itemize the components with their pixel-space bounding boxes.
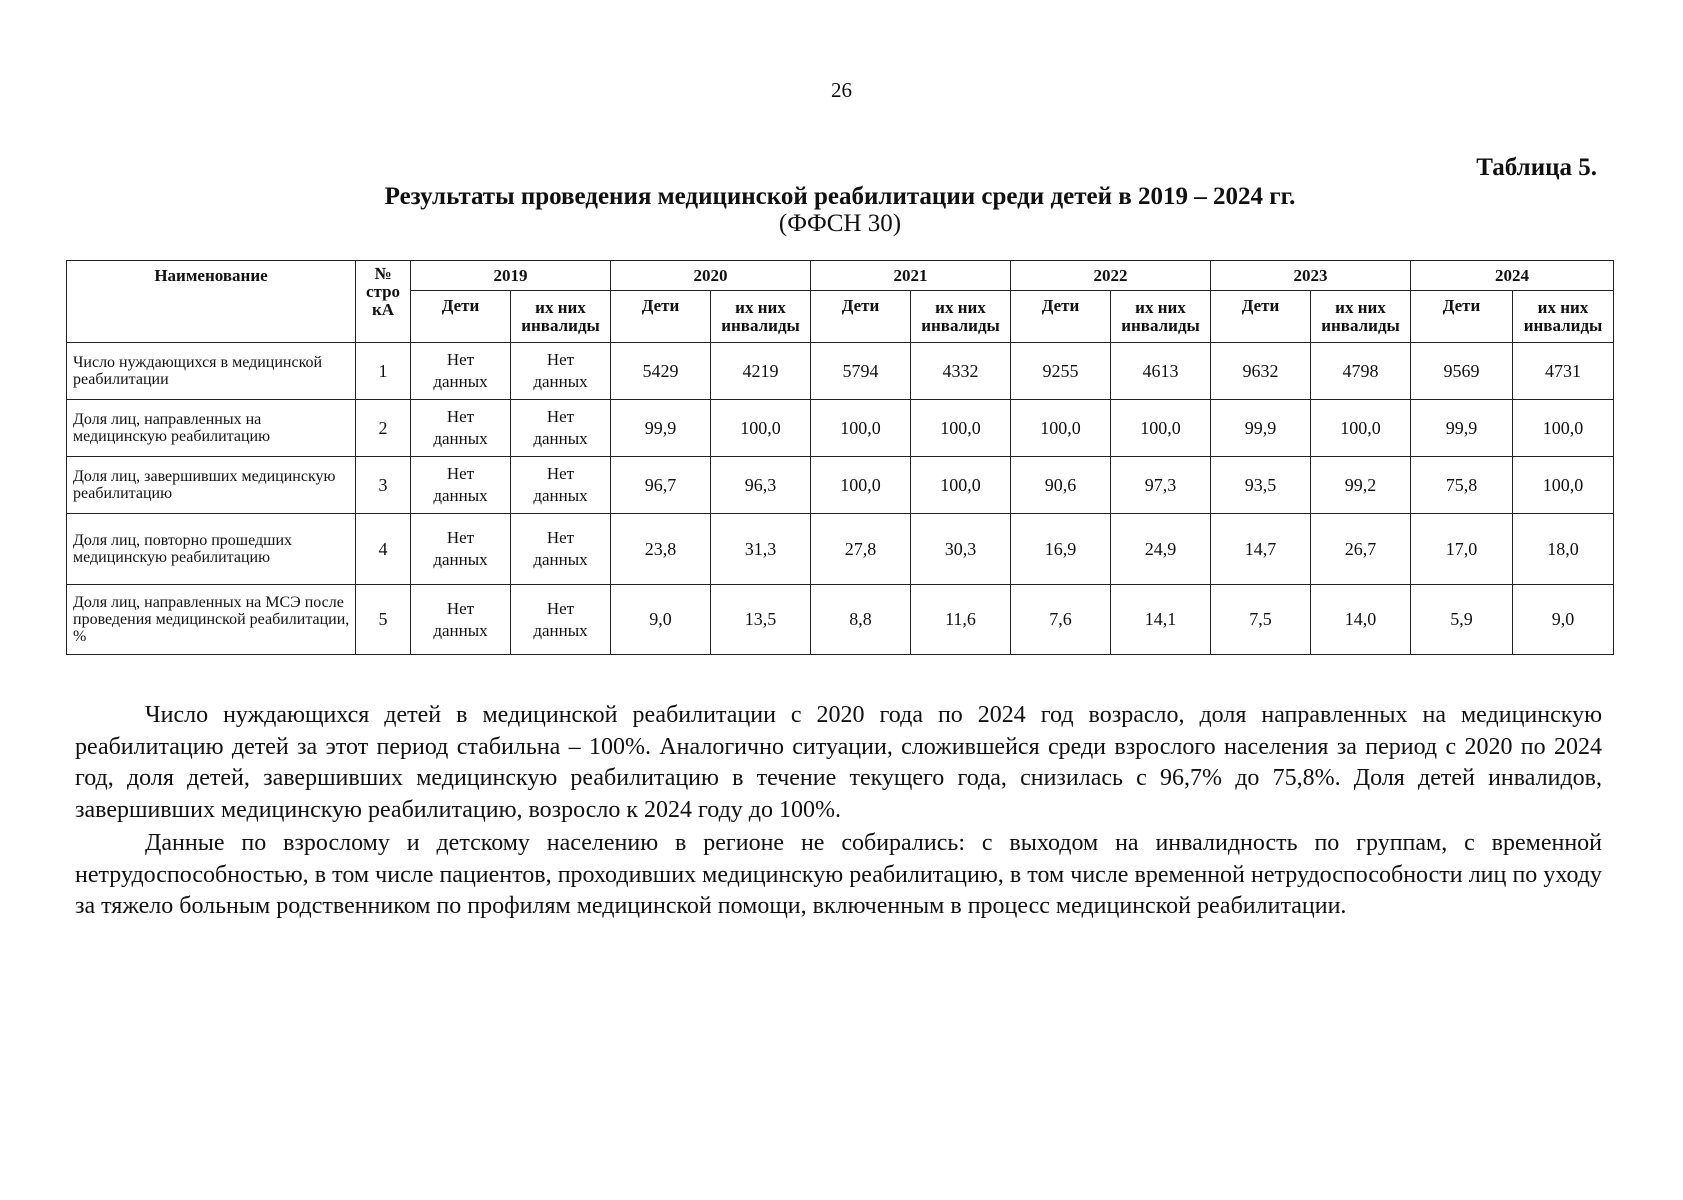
value-cell: 99,2 <box>1311 457 1411 514</box>
value-cell: 9255 <box>1011 343 1111 400</box>
no-data-line-2: данных <box>433 550 488 569</box>
value-cell: 100,0 <box>711 400 811 457</box>
value-cell: 4219 <box>711 343 811 400</box>
value-cell: 97,3 <box>1111 457 1211 514</box>
row-number: 2 <box>356 400 411 457</box>
value-cell: 96,3 <box>711 457 811 514</box>
no-data-cell <box>411 585 511 655</box>
header-disabled <box>1111 291 1211 343</box>
no-data-line-2: данных <box>533 486 588 505</box>
no-data-line-2: данных <box>533 620 588 640</box>
header-row-number <box>356 261 411 343</box>
row-number: 3 <box>356 457 411 514</box>
table-title <box>160 183 1520 237</box>
value-cell: 9569 <box>1411 343 1513 400</box>
header-children: Дети <box>1411 291 1513 343</box>
row-name: Число нуждающихся в медицинской реабилитации <box>67 343 356 400</box>
value-cell: 4798 <box>1311 343 1411 400</box>
no-data-line-1: Нет <box>546 350 575 369</box>
header-disabled <box>911 291 1011 343</box>
value-cell: 9632 <box>1211 343 1311 400</box>
header-children: Дети <box>811 291 911 343</box>
no-data-cell <box>511 457 611 514</box>
value-cell: 100,0 <box>1111 400 1211 457</box>
no-data-line-2: данных <box>433 620 488 640</box>
value-cell: 4332 <box>911 343 1011 400</box>
no-data-line-1: Нет <box>546 464 575 483</box>
value-cell: 11,6 <box>911 585 1011 655</box>
table-body <box>67 343 1614 655</box>
no-data-line-1: Нет <box>446 528 475 547</box>
no-data-line-1: Нет <box>446 350 475 369</box>
value-cell: 9,0 <box>611 585 711 655</box>
value-cell: 5794 <box>811 343 911 400</box>
row-number: 5 <box>356 585 411 655</box>
header-children: Дети <box>1211 291 1311 343</box>
value-cell: 17,0 <box>1411 514 1513 585</box>
no-data-cell <box>411 400 511 457</box>
row-number: 1 <box>356 343 411 400</box>
no-data-cell <box>511 514 611 585</box>
value-cell: 99,9 <box>611 400 711 457</box>
no-data-cell <box>511 585 611 655</box>
value-cell: 23,8 <box>611 514 711 585</box>
no-data-line-2: данных <box>433 372 488 391</box>
row-name: Доля лиц, повторно прошедших медицинскую реабилитацию <box>67 514 356 585</box>
table-title-line-1: Результаты проведения медицинской реабилитации среди детей в 2019 – 2024 гг. <box>384 183 1296 210</box>
value-cell: 100,0 <box>1011 400 1111 457</box>
table-row <box>67 457 1614 514</box>
value-cell: 16,9 <box>1011 514 1111 585</box>
row-number: 4 <box>356 514 411 585</box>
header-disabled <box>1311 291 1411 343</box>
value-cell: 93,5 <box>1211 457 1311 514</box>
header-year: 2019 <box>411 261 611 291</box>
value-cell: 14,0 <box>1311 585 1411 655</box>
row-name: Доля лиц, направленных на МСЭ после проведения медицинской реабилитации, % <box>67 585 356 655</box>
header-disabled-line-1: их них <box>535 297 586 317</box>
no-data-cell <box>411 343 511 400</box>
value-cell: 90,6 <box>1011 457 1111 514</box>
row-name: Доля лиц, завершивших медицинскую реабилитацию <box>67 457 356 514</box>
table-row <box>67 514 1614 585</box>
value-cell: 7,5 <box>1211 585 1311 655</box>
table-row <box>67 343 1614 400</box>
value-cell: 100,0 <box>911 400 1011 457</box>
row-name: Доля лиц, направленных на медицинскую реабилитацию <box>67 400 356 457</box>
value-cell: 100,0 <box>811 457 911 514</box>
value-cell: 99,9 <box>1411 400 1513 457</box>
no-data-line-2: данных <box>433 486 488 505</box>
header-year: 2024 <box>1411 261 1614 291</box>
header-disabled-line-1: их них <box>735 297 786 317</box>
header-disabled-line-1: их них <box>1135 297 1186 317</box>
header-disabled-line-2: инвалиды <box>721 315 800 335</box>
no-data-line-2: данных <box>533 550 588 569</box>
page-number: 26 <box>831 78 852 102</box>
table-label: Таблица 5. <box>1476 154 1597 181</box>
value-cell: 26,7 <box>1311 514 1411 585</box>
no-data-cell <box>511 400 611 457</box>
value-cell: 14,7 <box>1211 514 1311 585</box>
no-data-cell <box>411 514 511 585</box>
header-row-number-line-1: № <box>374 264 392 283</box>
header-children: Дети <box>411 291 511 343</box>
paragraph-1: Число нуждающихся детей в медицинской реабилитации с 2020 года по 2024 год возрасло, доля направленных на медицинскую реабилитацию детей за этот период стабильна – 100%. Аналогично ситуации, сложившейся среди взрослого населения за период с 2020 по 2024 год, доля детей, завершивших медицинскую реабилитацию в течение текущего года, снизилась с 96,7% до 75,8%. Доля детей инвалидов, завершивших медицинскую реабилитацию, возросло к 2024 году до 100%. <box>75 702 1602 823</box>
table-title-line-2: (ФФСН 30) <box>778 210 902 237</box>
header-disabled-line-1: их них <box>1537 297 1589 317</box>
value-cell: 100,0 <box>811 400 911 457</box>
value-cell: 5,9 <box>1411 585 1513 655</box>
value-cell: 9,0 <box>1513 585 1614 655</box>
header-year: 2020 <box>611 261 811 291</box>
value-cell: 24,9 <box>1111 514 1211 585</box>
header-row-years <box>67 261 1614 291</box>
header-disabled-line-2: инвалиды <box>1121 315 1200 335</box>
value-cell: 7,6 <box>1011 585 1111 655</box>
header-disabled-line-2: инвалиды <box>921 315 1000 335</box>
header-row-number-line-3: кА <box>371 300 395 319</box>
value-cell: 27,8 <box>811 514 911 585</box>
header-children: Дети <box>611 291 711 343</box>
value-cell: 4613 <box>1111 343 1211 400</box>
no-data-line-2: данных <box>533 429 588 448</box>
body-text <box>75 700 1602 925</box>
header-row-number-line-2: стро <box>365 282 401 301</box>
value-cell: 8,8 <box>811 585 911 655</box>
header-disabled-line-1: их них <box>935 297 986 317</box>
no-data-line-2: данных <box>533 372 588 391</box>
value-cell: 13,5 <box>711 585 811 655</box>
value-cell: 100,0 <box>911 457 1011 514</box>
value-cell: 99,9 <box>1211 400 1311 457</box>
value-cell: 100,0 <box>1513 457 1614 514</box>
no-data-line-1: Нет <box>546 528 575 547</box>
header-disabled-line-1: их них <box>1335 297 1386 317</box>
value-cell: 30,3 <box>911 514 1011 585</box>
value-cell: 96,7 <box>611 457 711 514</box>
no-data-line-1: Нет <box>546 598 575 618</box>
value-cell: 4731 <box>1513 343 1614 400</box>
header-year: 2023 <box>1211 261 1411 291</box>
value-cell: 31,3 <box>711 514 811 585</box>
table-row <box>67 400 1614 457</box>
no-data-line-1: Нет <box>446 598 475 618</box>
rehabilitation-results-table <box>66 260 1614 655</box>
header-children: Дети <box>1011 291 1111 343</box>
no-data-line-1: Нет <box>446 464 475 483</box>
no-data-cell <box>511 343 611 400</box>
header-name: Наименование <box>67 261 356 343</box>
value-cell: 100,0 <box>1513 400 1614 457</box>
header-year: 2021 <box>811 261 1011 291</box>
value-cell: 14,1 <box>1111 585 1211 655</box>
header-disabled-line-2: инвалиды <box>521 315 600 335</box>
paragraph-2: Данные по взрослому и детскому населению в регионе не собирались: с выходом на инвалидность по группам, с временной нетрудоспособностью, в том числе пациентов, проходивших медицинскую реабилитацию, в том числе временной нетрудоспособности лиц по уходу за тяжело больным родственником по профилям медицинской помощи, включенным в процесс медицинской реабилитации. <box>75 830 1602 919</box>
header-disabled-line-2: инвалиды <box>1321 315 1400 335</box>
header-year: 2022 <box>1011 261 1211 291</box>
no-data-cell <box>411 457 511 514</box>
value-cell: 5429 <box>611 343 711 400</box>
no-data-line-1: Нет <box>446 407 475 426</box>
no-data-line-1: Нет <box>546 407 575 426</box>
header-disabled <box>511 291 611 343</box>
header-disabled <box>1513 291 1614 343</box>
no-data-line-2: данных <box>433 429 488 448</box>
value-cell: 18,0 <box>1513 514 1614 585</box>
value-cell: 75,8 <box>1411 457 1513 514</box>
header-disabled-line-2: инвалиды <box>1523 315 1603 335</box>
value-cell: 100,0 <box>1311 400 1411 457</box>
table-row <box>67 585 1614 655</box>
header-disabled <box>711 291 811 343</box>
